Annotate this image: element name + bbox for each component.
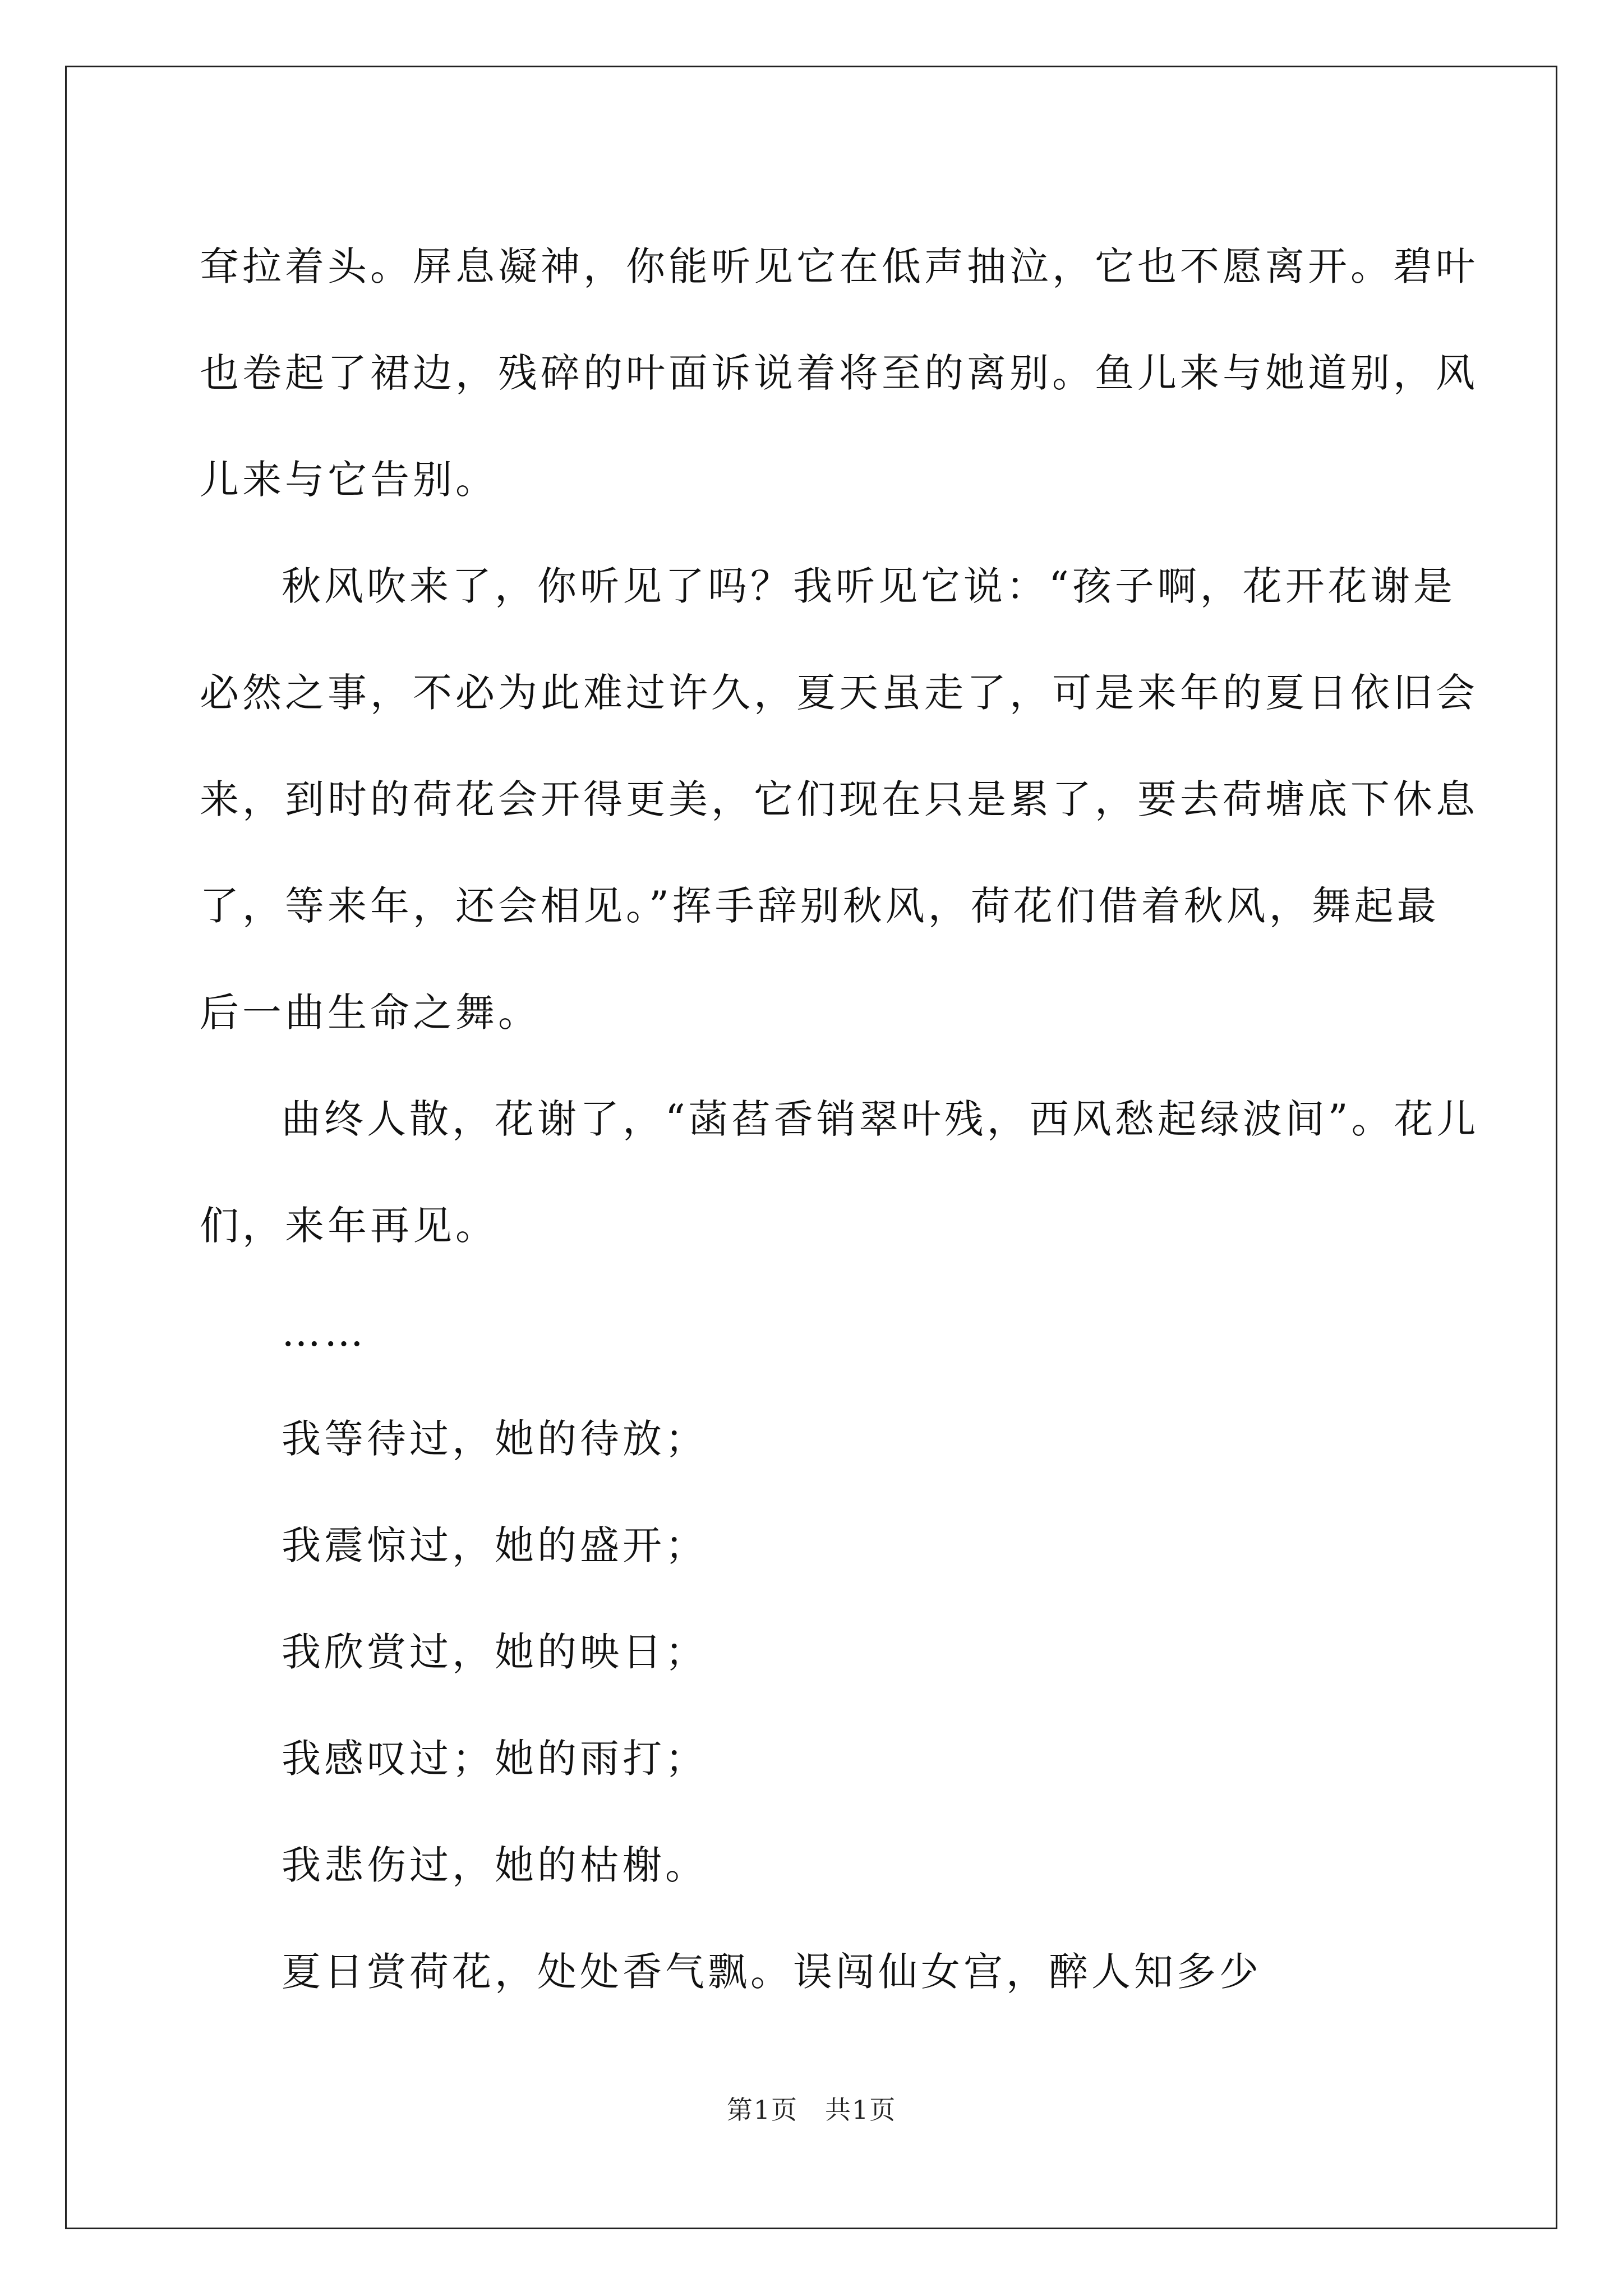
poem-line: 我震惊过，她的盛开； <box>282 1522 708 1568</box>
text-line: 们，来年再见。 <box>200 1203 498 1249</box>
poem-line: 我悲伤过，她的枯榭。 <box>282 1842 708 1888</box>
text-line: 也卷起了裙边，残碎的叶面诉说着将至的离别。鱼儿来与她道别，风 <box>200 350 1478 396</box>
text-line: 了，等来年，还会相见。”挥手辞别秋风，荷花们借着秋风，舞起最 <box>200 883 1440 929</box>
text-line: 后一曲生命之舞。 <box>200 990 541 1036</box>
text-line: 儿来与它告别。 <box>200 457 498 503</box>
paragraph-start-line: 曲终人散，花谢了，“菡萏香销翠叶残，西风愁起绿波间”。花儿 <box>282 1096 1479 1142</box>
paragraph-start-line: 秋风吹来了，你听见了吗？我听见它说：“孩子啊，花开花谢是 <box>282 563 1456 609</box>
poem-line: 我等待过，她的待放； <box>282 1416 708 1462</box>
text-line: 必然之事，不必为此难过许久，夏天虽走了，可是来年的夏日依旧会 <box>200 670 1478 716</box>
poem-line: 我感叹过；她的雨打； <box>282 1736 708 1782</box>
poem-line: 我欣赏过，她的映日； <box>282 1629 708 1675</box>
document-body <box>200 213 1479 2025</box>
page-footer: 第1页 共1页 <box>726 2095 897 2125</box>
text-line: 耷拉着头。屏息凝神，你能听见它在低声抽泣，它也不愿离开。碧叶 <box>200 243 1478 289</box>
text-line: 来，到时的荷花会开得更美，它们现在只是累了，要去荷塘底下休息 <box>200 776 1478 822</box>
ellipsis-line: …… <box>282 1309 367 1355</box>
closing-line: 夏日赏荷花，处处香气飘。误闯仙女宫，醉人知多少 <box>282 1949 1262 1995</box>
